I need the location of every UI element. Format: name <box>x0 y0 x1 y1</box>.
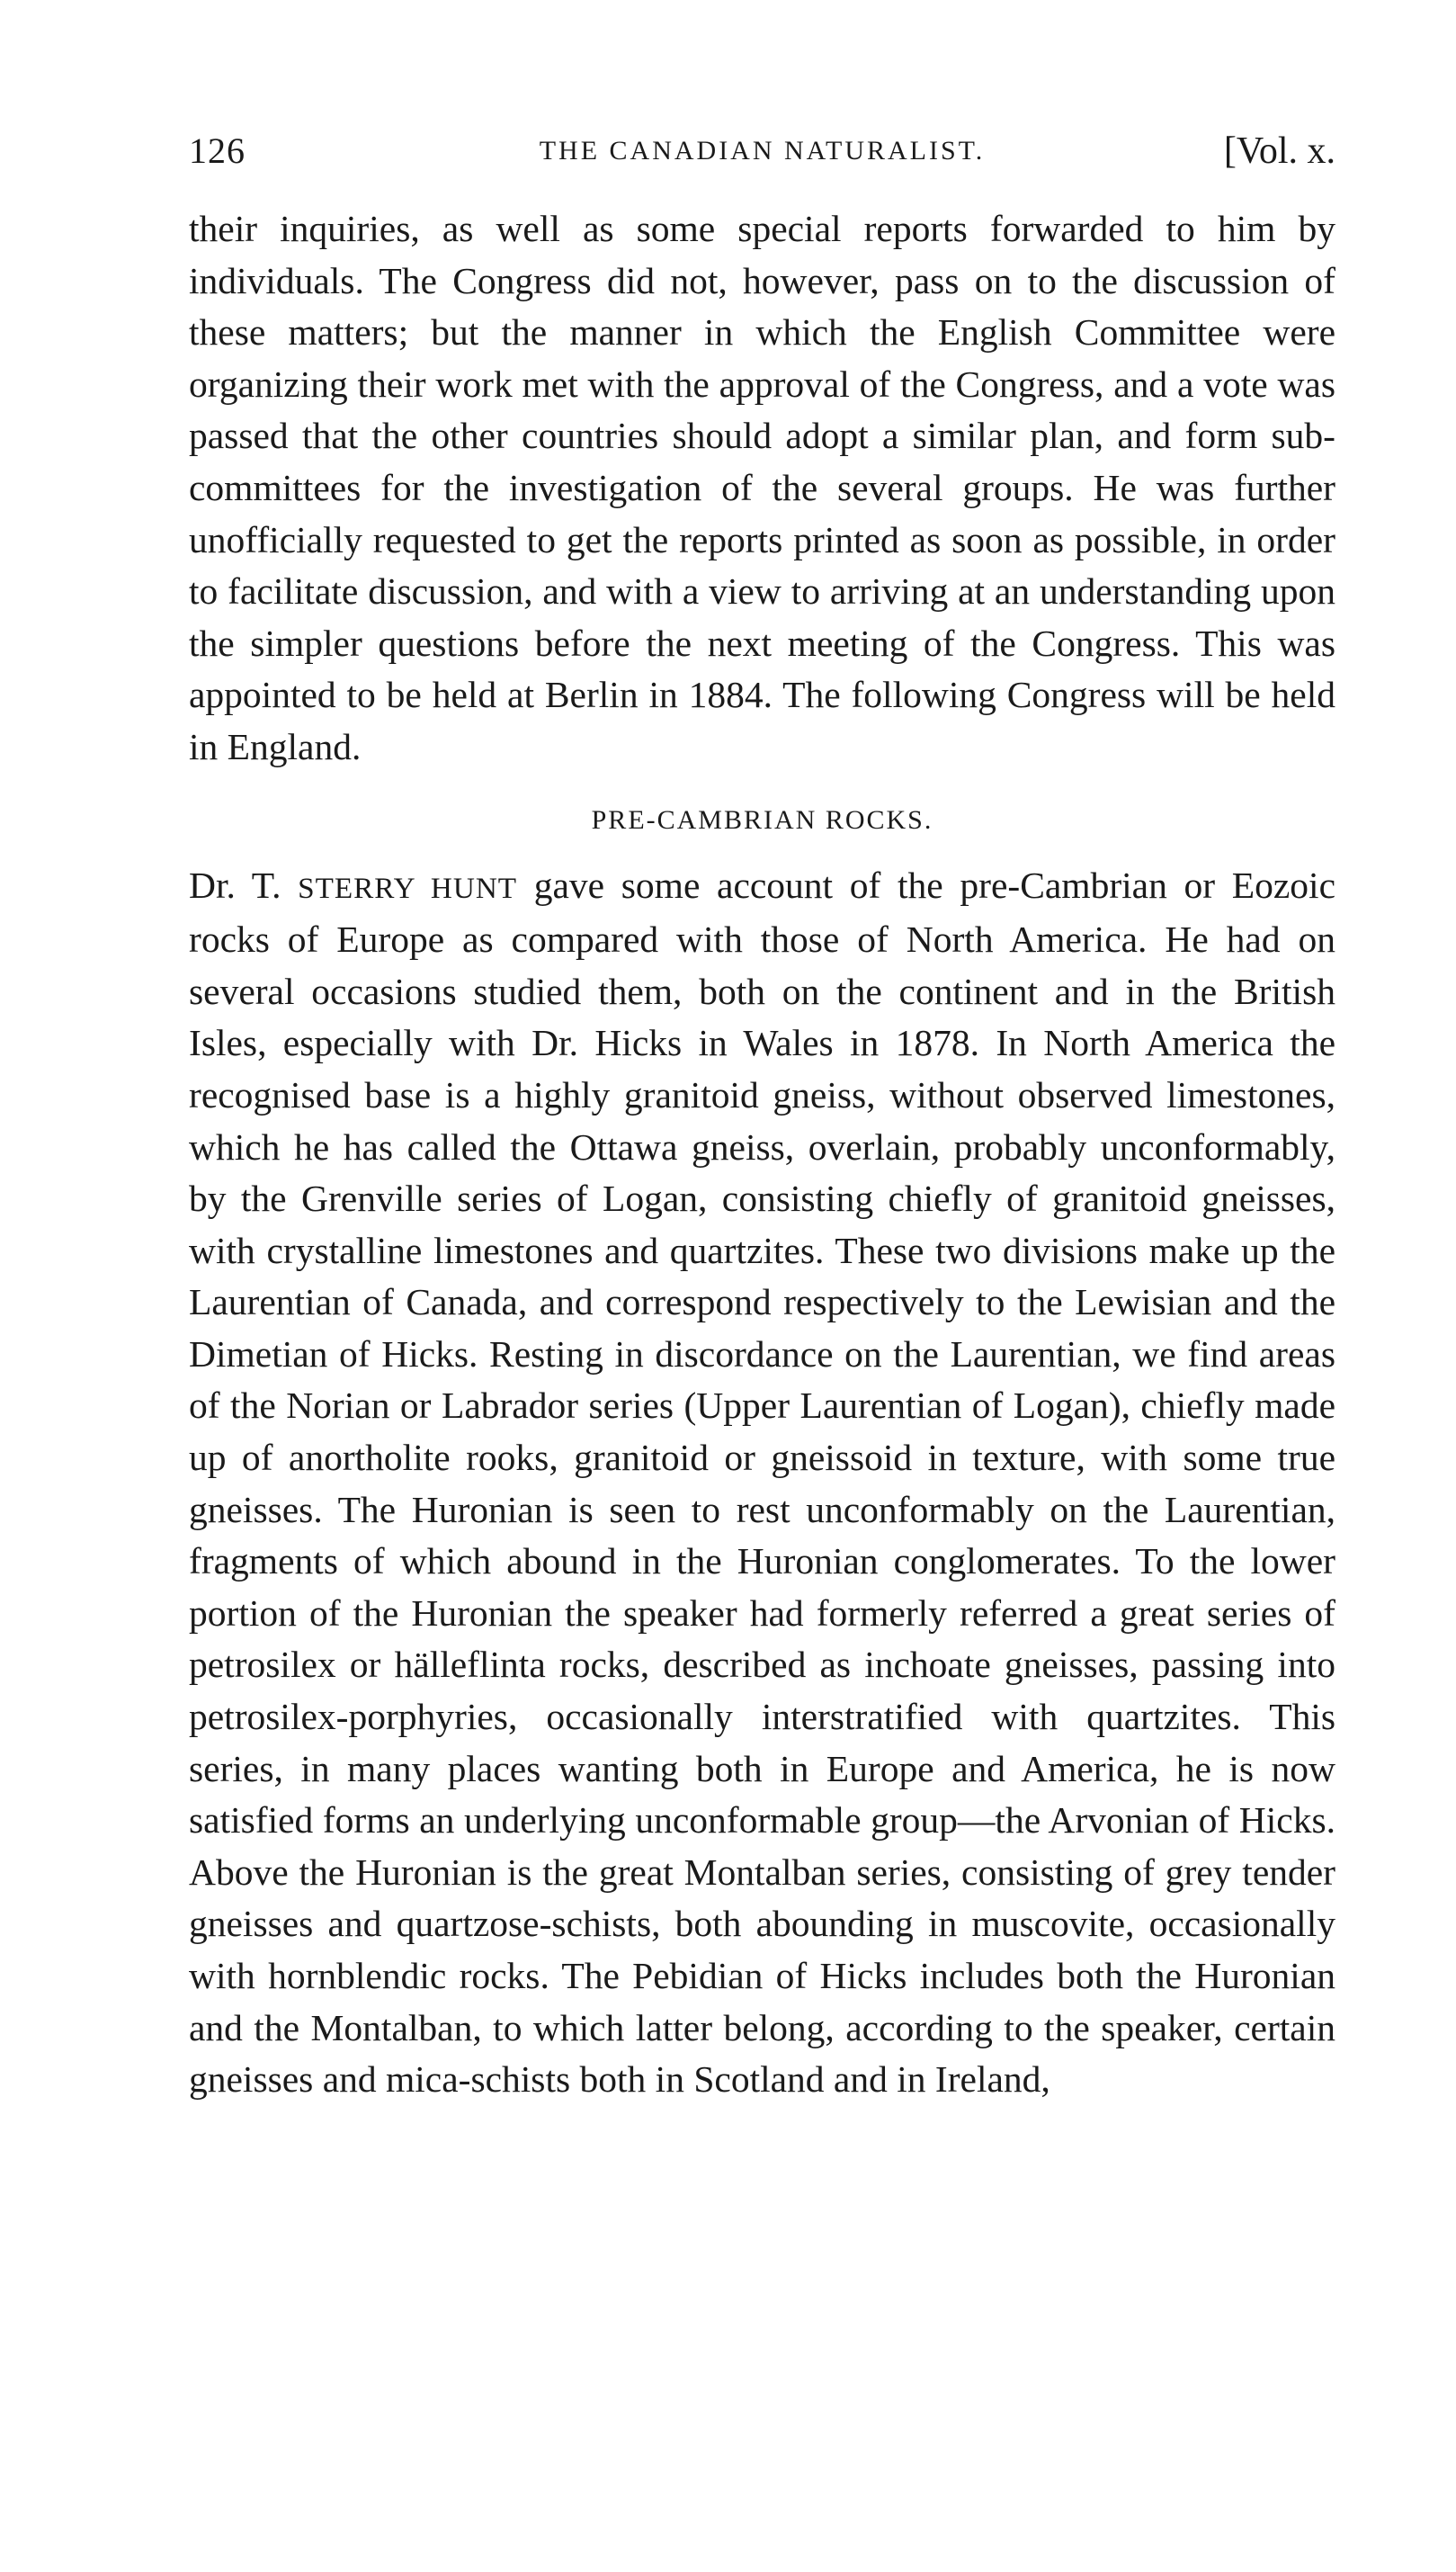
paragraph-pre-cambrian <box>189 860 1335 2106</box>
paragraph-continued: their inquiries, as well as some special reports forwarded to him by individuals. The Congress did not, however, pass on to the discussion of these matters; but the manner in which the English Committee were organizing their work met with the approval of the Congress, and a vote was passed that the other countries should adopt a similar plan, and form sub-committees for the investigation of the several groups. He was further unofficially requested to get the reports printed as soon as possible, in order to facilitate discussion, and with a view to arriving at an understanding upon the simpler questions before the next meeting of the Congress. This was appointed to be held at Berlin in 1884. The following Congress will be held in England. <box>189 208 1335 767</box>
page <box>189 124 1335 2106</box>
paragraph-text: gave some account of the pre-Cambrian or Eozoic rocks of Europe as compared with those of North America. He had on several occasions studied them, both on the continent and in the British Isles, especially with Dr. Hicks in Wales in 1878. In North America the recognised base is a highly granitoid gneiss, without observed limestones, which he has called the Ottawa gneiss, overlain, probably unconformably, by the Grenville series of Logan, consisting chiefly of granitoid gneisses, with crystalline limestones and quartzites. These two divisions make up the Laurentian of Canada, and correspond respectively to the Lewisian and the Dimetian of Hicks. Resting in discordance on the Laurentian, we find areas of the Norian or Labrador series (Upper Laurentian of Logan), chiefly made up of anortholite rooks, granitoid or gneissoid in texture, with some true gneisses. The Huronian is seen to rest unconformably on the Laurentian, fragments of which abound in the Huronian conglomerates. To the lower portion of the Huronian the speaker had formerly referred a great series of petrosilex or hälleflinta rocks, described as inchoate gneisses, passing into petrosilex-porphyries, occasionally interstratified with quartzites. This series, in many places wanting both in Europe and America, he is now satisfied forms an underlying unconformable group—the Arvonian of Hicks. Above the Huronian is the great Montalban series, consisting of grey tender gneisses and quartzose-schists, both abounding in muscovite, occasionally with hornblendic rocks. The Pebidian of Hicks includes both the Huronian and the Montalban, to which latter belong, according to the speaker, certain gneisses and mica-schists both in Scotland and in Ireland, <box>189 864 1335 2101</box>
author-name: STERRY HUNT <box>298 871 518 905</box>
body-text <box>189 203 1335 2106</box>
page-number: 126 <box>189 130 246 171</box>
volume-label: [Vol. x. <box>1223 130 1335 172</box>
journal-title: THE CANADIAN NATURALIST. <box>539 136 986 166</box>
running-head <box>189 124 1335 178</box>
paragraph-lead: Dr. T. <box>189 864 299 906</box>
section-heading: PRE-CAMBRIAN ROCKS. <box>591 804 933 835</box>
